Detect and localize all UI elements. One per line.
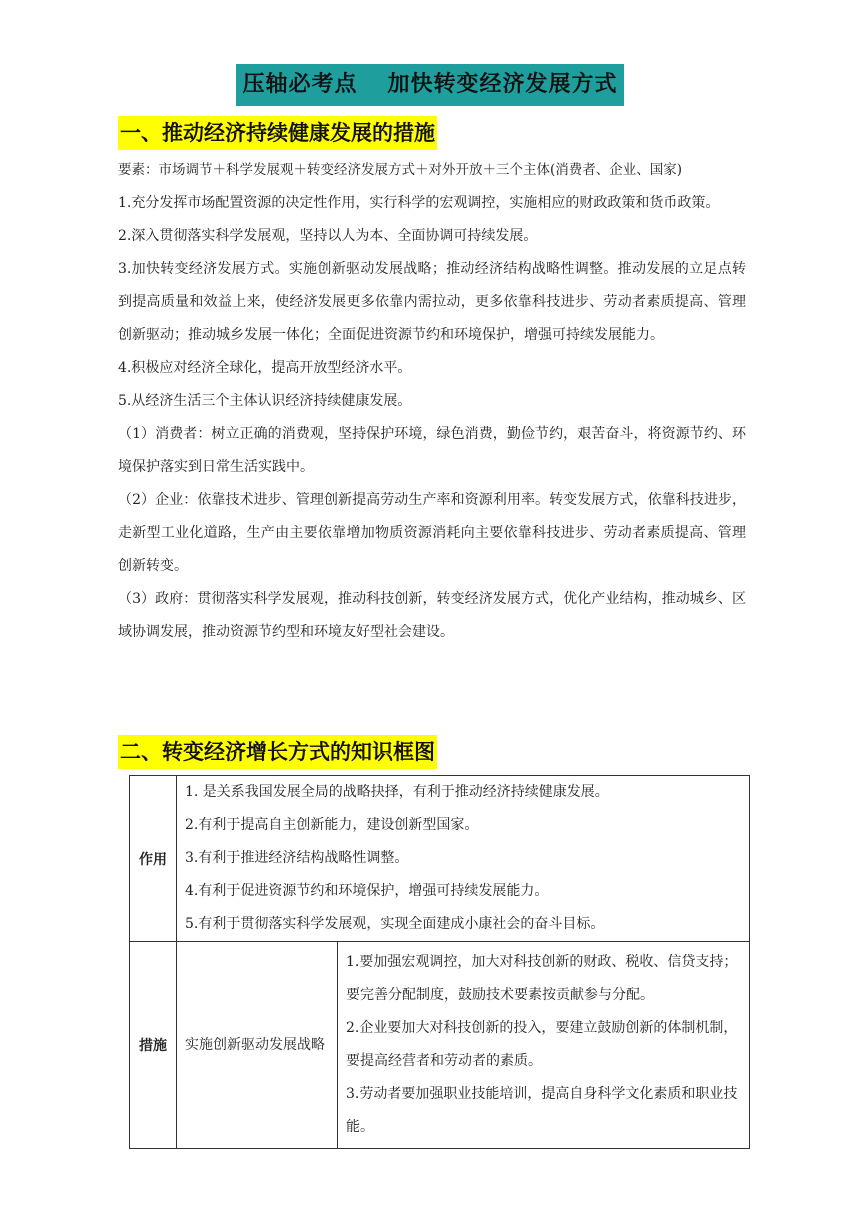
- paragraph: 4.积极应对经济全球化，提高开放型经济水平。: [118, 360, 412, 376]
- paragraph: 5.从经济生活三个主体认识经济持续健康发展。: [118, 393, 412, 409]
- paragraph: 2.深入贯彻落实科学发展观，坚持以人为本、全面协调可持续发展。: [118, 228, 538, 244]
- table-row: [130, 942, 750, 1149]
- title-part1: 压轴必考点: [242, 72, 358, 97]
- list-item: 1. 是关系我国发展全局的战略抉择，有利于推动经济持续健康发展。: [185, 784, 609, 800]
- paragraph: （3）政府：贯彻落实科学发展观，推动科技创新，转变经济发展方式，优化产业结构，推动城乡、区域协调发展，推动资源节约型和环境友好型社会建设。: [118, 591, 746, 640]
- page-title: [236, 64, 623, 106]
- row-label-measures: 措施: [130, 942, 177, 1149]
- list-item: 2.企业要加大对科技创新的投入，要建立鼓励创新的体制机制，要提高经营者和劳动者的素质。: [346, 1020, 738, 1069]
- paragraph: （2）企业：依靠技术进步、管理创新提高劳动生产率和资源利用率。转变发展方式，依靠科技进步，走新型工业化道路，生产由主要依靠增加物质资源消耗向主要依靠科技进步、劳动者素质提高、管理创新转变。: [118, 492, 746, 574]
- measure-subcategory: 实施创新驱动发展战略: [177, 942, 338, 1149]
- title-part2: 加快转变经济发展方式: [387, 72, 618, 97]
- section2-heading: 二、转变经济增长方式的知识框图: [118, 735, 437, 769]
- effect-items: [177, 776, 750, 942]
- measure-items: [338, 942, 750, 1149]
- section1-heading: 一、推动经济持续健康发展的措施: [118, 116, 437, 150]
- list-item: 5.有利于贯彻落实科学发展观，实现全面建成小康社会的奋斗目标。: [185, 916, 605, 932]
- title-wrap: [0, 64, 860, 106]
- list-item: 3.有利于推进经济结构战略性调整。: [185, 850, 409, 866]
- list-item: 1.要加强宏观调控，加大对科技创新的财政、税收、信贷支持；要完善分配制度，鼓励技术要素按贡献参与分配。: [346, 954, 738, 1003]
- knowledge-frame-table: [129, 775, 750, 1149]
- list-item: 2.有利于提高自主创新能力，建设创新型国家。: [185, 817, 479, 833]
- paragraph: 要素：市场调节＋科学发展观＋转变经济发展方式＋对外开放＋三个主体(消费者、企业、国家): [118, 162, 683, 178]
- section1-body: [118, 154, 746, 649]
- paragraph: 1.充分发挥市场配置资源的决定性作用，实行科学的宏观调控，实施相应的财政政策和货币政策。: [118, 195, 720, 211]
- paragraph: 3.加快转变经济发展方式。实施创新驱动发展战略；推动经济结构战略性调整。推动发展的立足点转到提高质量和效益上来，使经济发展更多依靠内需拉动，更多依靠科技进步、劳动者素质提高、管理创新驱动；推动城乡发展一体化；全面促进资源节约和环境保护，增强可持续发展能力。: [118, 261, 746, 343]
- table-row: [130, 776, 750, 942]
- paragraph: （1）消费者：树立正确的消费观，坚持保护环境，绿色消费，勤俭节约，艰苦奋斗，将资源节约、环境保护落实到日常生活实践中。: [118, 426, 746, 475]
- list-item: 4.有利于促进资源节约和环境保护，增强可持续发展能力。: [185, 883, 549, 899]
- list-item: 3.劳动者要加强职业技能培训，提高自身科学文化素质和职业技能。: [346, 1086, 738, 1135]
- row-label-effect: 作用: [130, 776, 177, 942]
